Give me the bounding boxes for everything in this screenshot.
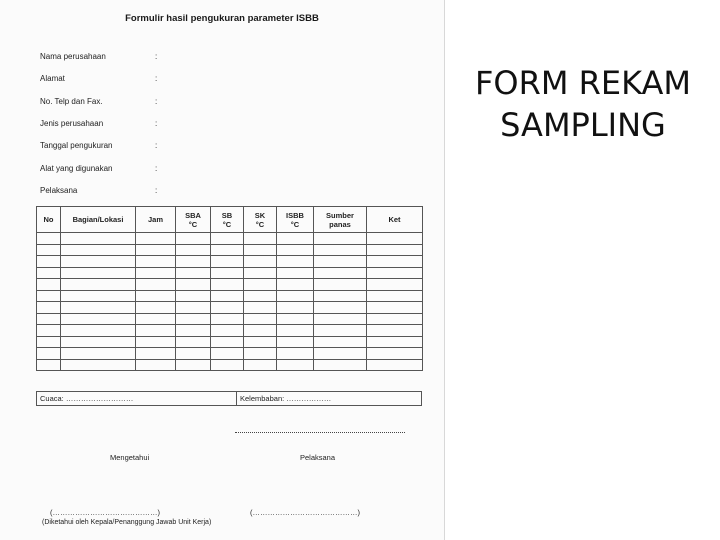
header-line: SBA <box>185 210 201 220</box>
form-title: Formulir hasil pengukuran parameter ISBB <box>125 13 319 24</box>
table-row <box>37 336 423 348</box>
table-cell <box>244 244 277 256</box>
table-cell <box>61 290 136 302</box>
header-unit: °C <box>255 219 265 229</box>
table-cell <box>244 233 277 245</box>
table-cell <box>367 233 423 245</box>
table-cell <box>314 267 367 279</box>
table-cell <box>211 325 244 337</box>
table-row <box>37 348 423 360</box>
table-cell <box>244 279 277 291</box>
field-colon: : <box>155 141 158 150</box>
table-cell <box>314 279 367 291</box>
table-cell <box>37 267 61 279</box>
table-cell <box>211 290 244 302</box>
measurement-table <box>36 206 423 371</box>
header-line: SK <box>254 210 266 220</box>
table-row <box>37 302 423 314</box>
table-cell <box>314 302 367 314</box>
table-cell <box>314 244 367 256</box>
table-cell <box>244 290 277 302</box>
table-cell <box>37 233 61 245</box>
table-cell <box>136 336 176 348</box>
signature-right-line: (……………………………………) <box>250 508 360 517</box>
table-cell <box>367 302 423 314</box>
table-cell <box>136 267 176 279</box>
weather-box <box>36 391 422 406</box>
field-colon: : <box>155 74 158 83</box>
weather-field: Cuaca: ……………………… <box>37 392 237 405</box>
table-cell <box>367 336 423 348</box>
table-cell <box>136 244 176 256</box>
table-cell <box>277 256 314 268</box>
table-cell <box>37 244 61 256</box>
table-cell <box>367 256 423 268</box>
date-signature-line <box>235 431 405 433</box>
table-cell <box>367 348 423 360</box>
table-cell <box>61 325 136 337</box>
signature-left-line: (……………………………………) <box>50 508 160 517</box>
table-header-row <box>37 207 423 233</box>
slide-title-line: SAMPLING <box>500 106 666 144</box>
table-cell <box>367 359 423 371</box>
table-cell <box>211 256 244 268</box>
field-label: Alamat <box>40 74 65 83</box>
field-label: Alat yang digunakan <box>40 164 113 173</box>
table-cell <box>37 290 61 302</box>
table-cell <box>314 359 367 371</box>
table-row <box>37 279 423 291</box>
table-cell <box>211 313 244 325</box>
table-cell <box>211 348 244 360</box>
header-isbb <box>277 207 314 233</box>
table-cell <box>314 313 367 325</box>
table-cell <box>61 302 136 314</box>
table-cell <box>61 244 136 256</box>
table-cell <box>277 313 314 325</box>
table-cell <box>61 233 136 245</box>
table-cell <box>314 325 367 337</box>
table-cell <box>176 290 211 302</box>
table-cell <box>136 325 176 337</box>
table-cell <box>314 233 367 245</box>
table-cell <box>37 302 61 314</box>
table-cell <box>61 348 136 360</box>
table-body <box>37 233 423 371</box>
header-line: Sumber <box>326 210 354 220</box>
table-cell <box>136 359 176 371</box>
table-cell <box>211 233 244 245</box>
table-cell <box>277 336 314 348</box>
humidity-field: Kelembaban: ……………… <box>240 394 332 403</box>
field-label: Nama perusahaan <box>40 52 106 61</box>
table-cell <box>176 267 211 279</box>
table-cell <box>367 290 423 302</box>
table-cell <box>277 302 314 314</box>
header-sk <box>244 207 277 233</box>
table-cell <box>37 313 61 325</box>
table-cell <box>176 313 211 325</box>
table-cell <box>211 244 244 256</box>
table-cell <box>244 313 277 325</box>
header-line: Jam <box>147 215 163 224</box>
header-line: panas <box>329 219 351 229</box>
table-cell <box>61 279 136 291</box>
table-cell <box>314 348 367 360</box>
table-cell <box>37 256 61 268</box>
table-cell <box>277 290 314 302</box>
header-ket <box>367 207 423 233</box>
table-cell <box>37 348 61 360</box>
table-cell <box>37 359 61 371</box>
table-cell <box>314 336 367 348</box>
header-line: ISBB <box>286 210 304 220</box>
table-cell <box>176 279 211 291</box>
table-cell <box>367 267 423 279</box>
table-cell <box>61 336 136 348</box>
table-cell <box>211 302 244 314</box>
field-colon: : <box>155 97 158 106</box>
signature-right-label: Pelaksana <box>300 453 336 462</box>
table-cell <box>176 336 211 348</box>
table-cell <box>277 267 314 279</box>
field-label: Tanggal pengukuran <box>40 141 113 150</box>
header-no <box>37 207 61 233</box>
table-cell <box>211 336 244 348</box>
table-cell <box>211 279 244 291</box>
table-cell <box>277 244 314 256</box>
table-cell <box>244 348 277 360</box>
table-cell <box>176 348 211 360</box>
field-label: Jenis perusahaan <box>40 119 104 128</box>
table-cell <box>277 279 314 291</box>
table-cell <box>136 256 176 268</box>
table-cell <box>367 279 423 291</box>
header-sb <box>211 207 244 233</box>
signature-left-label: Mengetahui <box>110 453 150 462</box>
table-cell <box>136 302 176 314</box>
header-jam <box>136 207 176 233</box>
table-cell <box>244 359 277 371</box>
table-cell <box>176 302 211 314</box>
field-label: Pelaksana <box>40 186 78 195</box>
table-cell <box>136 233 176 245</box>
slide-title-line: FORM REKAM <box>475 64 691 102</box>
header-line: No <box>43 215 54 224</box>
table-cell <box>61 267 136 279</box>
field-colon: : <box>155 52 158 61</box>
field-colon: : <box>155 164 158 173</box>
table-cell <box>277 325 314 337</box>
header-line: Ket <box>388 215 401 224</box>
table-cell <box>277 348 314 360</box>
table-cell <box>314 256 367 268</box>
header-sba <box>176 207 211 233</box>
table-cell <box>244 336 277 348</box>
table-row <box>37 313 423 325</box>
table-cell <box>244 325 277 337</box>
table-cell <box>37 325 61 337</box>
table-cell <box>367 244 423 256</box>
table-cell <box>277 233 314 245</box>
signature-note: (Diketahui oleh Kepala/Penanggung Jawab Unit Kerja) <box>42 519 212 526</box>
table-cell <box>244 256 277 268</box>
table-row <box>37 256 423 268</box>
table-cell <box>176 244 211 256</box>
table-cell <box>367 313 423 325</box>
table-cell <box>176 256 211 268</box>
table-cell <box>136 279 176 291</box>
table-cell <box>367 325 423 337</box>
field-label: No. Telp dan Fax. <box>40 97 103 106</box>
table-cell <box>244 267 277 279</box>
table-cell <box>277 359 314 371</box>
field-colon: : <box>155 119 158 128</box>
table-row <box>37 359 423 371</box>
table-cell <box>176 325 211 337</box>
header-line: Bagian/Lokasi <box>72 215 124 224</box>
field-colon: : <box>155 186 158 195</box>
table-cell <box>37 336 61 348</box>
table-row <box>37 290 423 302</box>
table-cell <box>61 313 136 325</box>
table-cell <box>61 256 136 268</box>
table-cell <box>244 302 277 314</box>
table-cell <box>136 348 176 360</box>
header-sumber-panas <box>314 207 367 233</box>
header-unit: °C <box>222 219 232 229</box>
header-bagian-lokasi <box>61 207 136 233</box>
header-line: SB <box>221 210 233 220</box>
header-unit: °C <box>188 219 198 229</box>
table-cell <box>211 359 244 371</box>
table-row <box>37 244 423 256</box>
table-cell <box>176 359 211 371</box>
table-cell <box>314 290 367 302</box>
table-row <box>37 233 423 245</box>
header-unit: °C <box>290 219 300 229</box>
slide-title <box>446 62 720 146</box>
table-cell <box>61 359 136 371</box>
table-cell <box>37 279 61 291</box>
table-cell <box>136 290 176 302</box>
table-cell <box>176 233 211 245</box>
table-row <box>37 267 423 279</box>
table-cell <box>136 313 176 325</box>
table-row <box>37 325 423 337</box>
table-cell <box>211 267 244 279</box>
